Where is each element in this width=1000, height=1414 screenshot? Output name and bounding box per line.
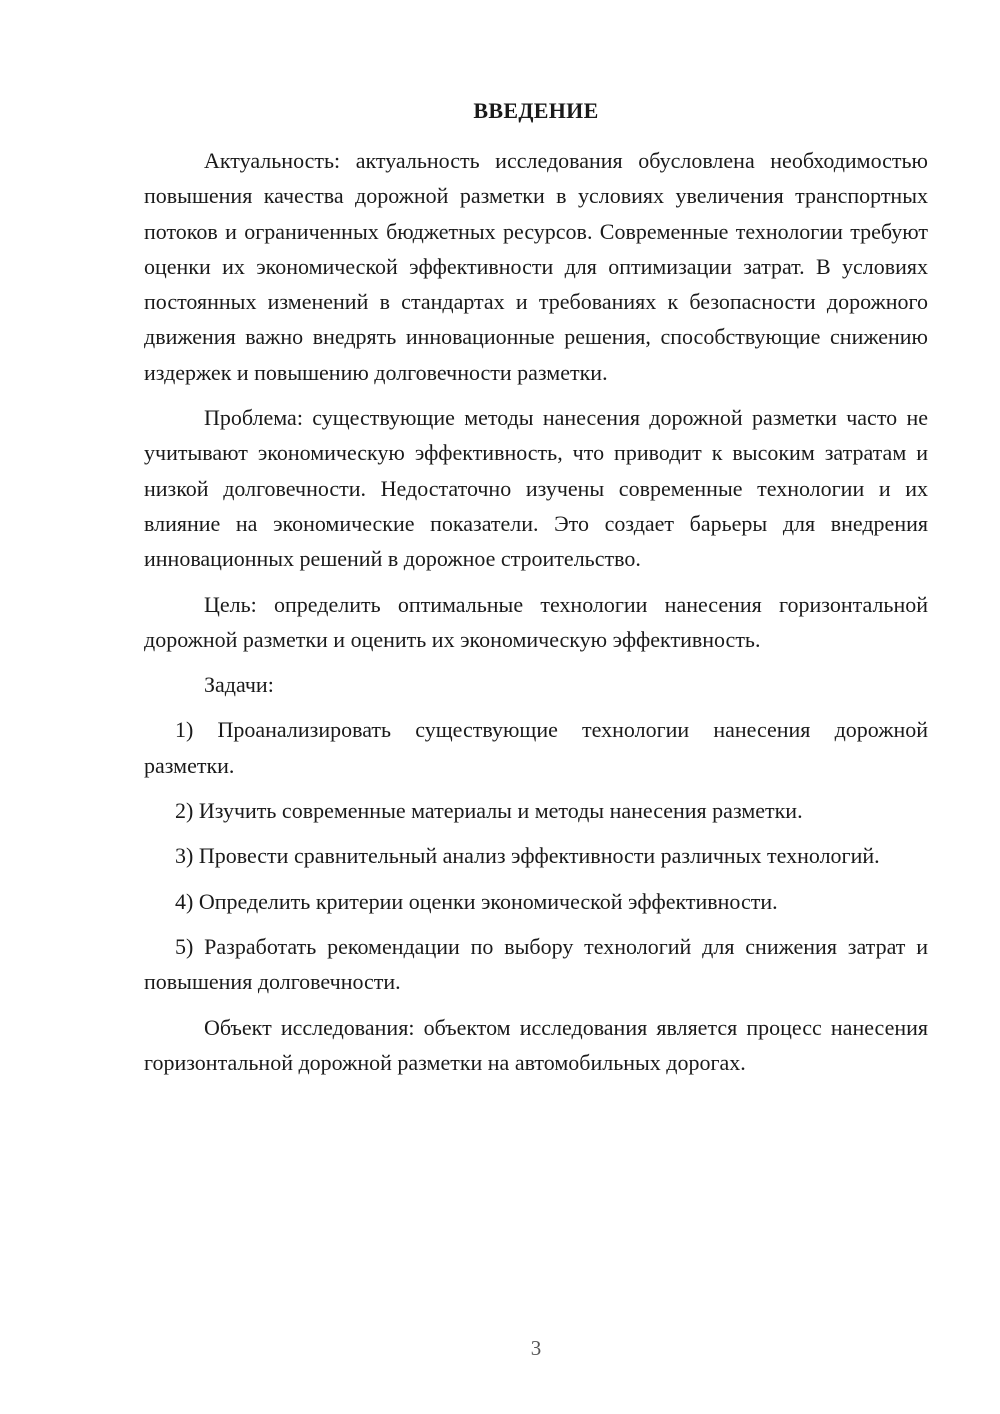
goal-paragraph: Цель: определить оптимальные технологии нанесения горизонтальной дорожной разметки и оценить их экономическую эффективность. [144, 591, 928, 652]
task-item: 2) Изучить современные материалы и методы нанесения разметки. [175, 798, 803, 824]
tasks-heading: Задачи: [204, 672, 274, 698]
task-item: 5) Разработать рекомендации по выбору технологий для снижения затрат и повышения долговечности. [144, 933, 928, 995]
page-title: ВВЕДЕНИЕ [473, 98, 599, 123]
task-item: 4) Определить критерии оценки экономической эффективности. [175, 888, 778, 914]
document-body [144, 143, 928, 1080]
task-item: 1) Проанализировать существующие технологии нанесения дорожной разметки. [144, 717, 928, 778]
relevance-paragraph: Актуальность: актуальность исследования обусловлена необходимостью повышения качества дорожной разметки в условиях увеличения транспортных потоков и ограниченных бюджетных ресурсов. Современные технологии требуют оценки их экономической эффективности для оптимизации затрат. В условиях постоянных изменений в стандартах и требованиях к безопасности дорожного движения важно внедрять инновационные решения, способствующие снижению издержек и повышению долговечности разметки. [144, 148, 928, 385]
problem-paragraph: Проблема: существующие методы нанесения дорожной разметки часто не учитывают экономическую эффективность, что приводит к высоким затратам и низкой долговечности. Недостаточно изучены современные технологии и их влияние на экономические показатели. Это создает барьеры для внедрения инновационных решений в дорожное строительство. [144, 405, 928, 572]
page-number: 3 [530, 1336, 542, 1360]
document-page [144, 0, 928, 1414]
task-item: 3) Провести сравнительный анализ эффективности различных технологий. [175, 843, 880, 869]
object-paragraph: Объект исследования: объектом исследования является процесс нанесения горизонтальной дорожной разметки на автомобильных дорогах. [144, 1014, 928, 1075]
